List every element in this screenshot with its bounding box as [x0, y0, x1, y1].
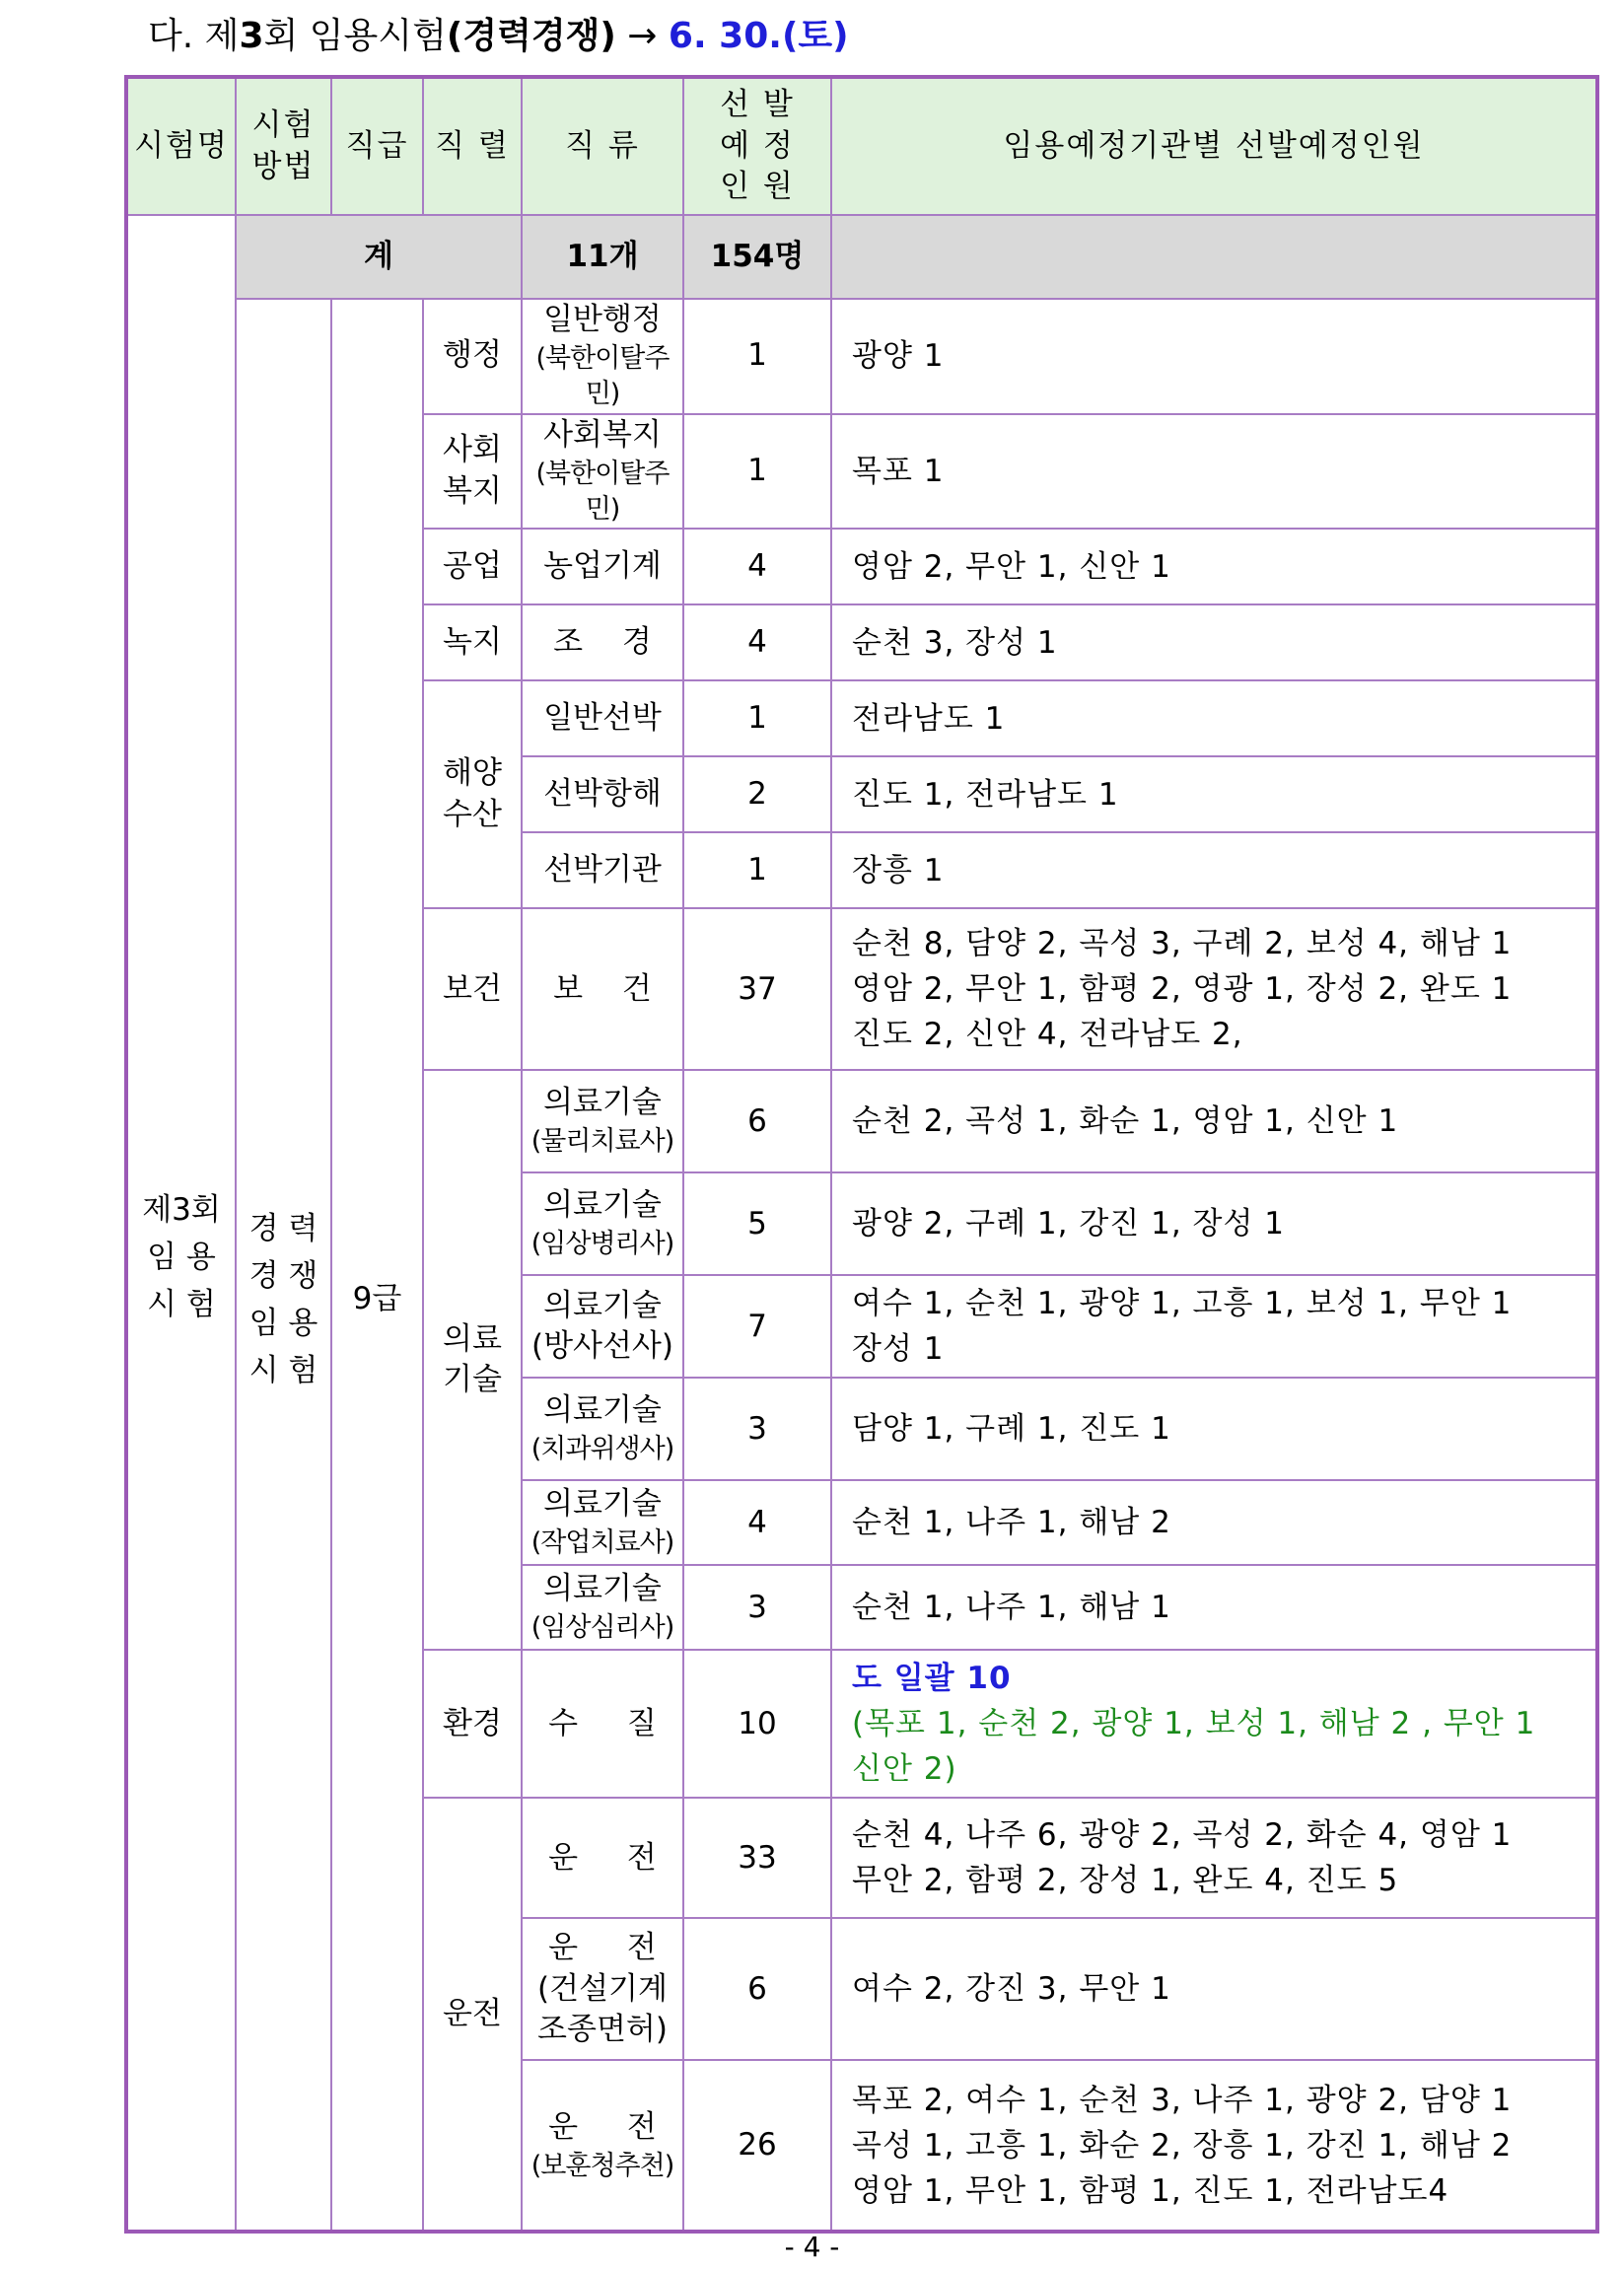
count-cell: 3 [683, 1565, 831, 1650]
agency-cell: 순천 1, 나주 1, 해남 2 [831, 1480, 1597, 1565]
count-cell: 1 [683, 680, 831, 756]
series-cell: 행정 [423, 299, 522, 414]
count-cell: 37 [683, 908, 831, 1070]
agency-cell: 여수 2, 강진 3, 무안 1 [831, 1918, 1597, 2060]
count-cell: 6 [683, 1918, 831, 2060]
count-cell: 1 [683, 299, 831, 414]
count-cell: 4 [683, 604, 831, 680]
agency-cell: 도 일괄 10 (목포 1, 순천 2, 광양 1, 보성 1, 해남 2 , 무안 1 신안 2) [831, 1650, 1597, 1798]
header-exam-name: 시험명 [126, 77, 236, 215]
field-cell: 의료기술 (작업치료사) [522, 1480, 683, 1565]
agency-cell: 담양 1, 구례 1, 진도 1 [831, 1378, 1597, 1480]
field-cell: 조 경 [522, 604, 683, 680]
exam-name-line: 제3회 [142, 1192, 221, 1229]
field-cell: 운 전 (보훈청추천) [522, 2060, 683, 2232]
exam-name-cell [126, 215, 236, 2232]
field-cell: 농업기계 [522, 529, 683, 604]
exam-name-line: 임 용 [147, 1240, 216, 1276]
count-cell: 4 [683, 1480, 831, 1565]
total-row [126, 215, 1597, 299]
count-cell: 6 [683, 1070, 831, 1172]
heading-number: 3 [239, 16, 264, 56]
field-cell: 수 질 [522, 1650, 683, 1798]
count-cell: 26 [683, 2060, 831, 2232]
count-cell: 5 [683, 1172, 831, 1275]
field-cell: 의료기술 (방사선사) [522, 1275, 683, 1378]
series-cell: 공업 [423, 529, 522, 604]
header-grade: 직급 [331, 77, 423, 215]
method-cell: 경 력 경 쟁 임 용 시 험 [236, 299, 331, 2232]
agency-cell: 광양 1 [831, 299, 1597, 414]
agency-cell: 전라남도 1 [831, 680, 1597, 756]
exam-name-line: 시 험 [147, 1287, 216, 1323]
header-agency: 임용예정기관별 선발예정인원 [831, 77, 1597, 215]
field-cell: 일반행정 (북한이탈주민) [522, 299, 683, 414]
header-method: 시험 방법 [236, 77, 331, 215]
count-cell: 33 [683, 1798, 831, 1918]
field-cell: 의료기술 (임상심리사) [522, 1565, 683, 1650]
total-fields: 11개 [522, 215, 683, 299]
grade-cell: 9급 [331, 299, 423, 2232]
series-cell: 사회 복지 [423, 414, 522, 530]
field-cell: 일반선박 [522, 680, 683, 756]
field-cell: 사회복지 (북한이탈주민) [522, 414, 683, 530]
heading-arrow: → [615, 16, 669, 56]
series-cell: 해양 수산 [423, 680, 522, 908]
agency-cell: 여수 1, 순천 1, 광양 1, 고흥 1, 보성 1, 무안 1 장성 1 [831, 1275, 1597, 1378]
agency-cell: 순천 3, 장성 1 [831, 604, 1597, 680]
header-series: 직 렬 [423, 77, 522, 215]
agency-cell: 장흥 1 [831, 832, 1597, 908]
series-cell: 녹지 [423, 604, 522, 680]
recruitment-table [124, 75, 1599, 2234]
total-label: 계 [236, 215, 522, 299]
agency-cell: 진도 1, 전라남도 1 [831, 756, 1597, 832]
field-cell: 운 전 [522, 1798, 683, 1918]
series-cell: 보건 [423, 908, 522, 1070]
agency-cell: 순천 4, 나주 6, 광양 2, 곡성 2, 화순 4, 영암 1 무안 2, 함평 2, 장성 1, 완도 4, 진도 5 [831, 1798, 1597, 1918]
agency-cell: 목포 1 [831, 414, 1597, 530]
count-cell: 7 [683, 1275, 831, 1378]
table-row [126, 299, 1597, 414]
count-cell: 3 [683, 1378, 831, 1480]
total-people: 154명 [683, 215, 831, 299]
header-field: 직 류 [522, 77, 683, 215]
count-cell: 4 [683, 529, 831, 604]
field-cell: 운 전 (건설기계 조종면허) [522, 1918, 683, 2060]
heading-prefix: 다. 제 [148, 16, 240, 56]
count-cell: 2 [683, 756, 831, 832]
series-cell: 운전 [423, 1798, 522, 2232]
field-cell: 의료기술 (임상병리사) [522, 1172, 683, 1275]
field-cell: 선박항해 [522, 756, 683, 832]
agency-cell: 순천 8, 담양 2, 곡성 3, 구례 2, 보성 4, 해남 1 영암 2, 무안 1, 함평 2, 영광 1, 장성 2, 완도 1 진도 2, 신안 4, 전라남도 2, [831, 908, 1597, 1070]
heading-date: 6. 30.(토) [668, 16, 849, 56]
agency-cell: 광양 2, 구례 1, 강진 1, 장성 1 [831, 1172, 1597, 1275]
agency-cell: 목포 2, 여수 1, 순천 3, 나주 1, 광양 2, 담양 1 곡성 1, 고흥 1, 화순 2, 장흥 1, 강진 1, 해남 2 영암 1, 무안 1, 함평 1, 진도 1, 전라남도4 [831, 2060, 1597, 2232]
series-cell: 환경 [423, 1650, 522, 1798]
total-agency-blank [831, 215, 1597, 299]
count-cell: 10 [683, 1650, 831, 1798]
section-heading [148, 8, 849, 58]
agency-cell: 순천 1, 나주 1, 해남 1 [831, 1565, 1597, 1650]
field-cell: 의료기술 (물리치료사) [522, 1070, 683, 1172]
page-number: - 4 - [784, 2231, 840, 2263]
heading-middle: 회 임용시험 [263, 16, 447, 56]
header-row [126, 77, 1597, 215]
agency-cell: 영암 2, 무안 1, 신안 1 [831, 529, 1597, 604]
series-cell: 의료 기술 [423, 1070, 522, 1650]
header-count: 선 발 예 정 인 원 [683, 77, 831, 215]
field-cell: 선박기관 [522, 832, 683, 908]
field-cell: 의료기술 (치과위생사) [522, 1378, 683, 1480]
count-cell: 1 [683, 832, 831, 908]
count-cell: 1 [683, 414, 831, 530]
heading-paren: (경력경쟁) [446, 16, 616, 56]
field-cell: 보 건 [522, 908, 683, 1070]
agency-cell: 순천 2, 곡성 1, 화순 1, 영암 1, 신안 1 [831, 1070, 1597, 1172]
